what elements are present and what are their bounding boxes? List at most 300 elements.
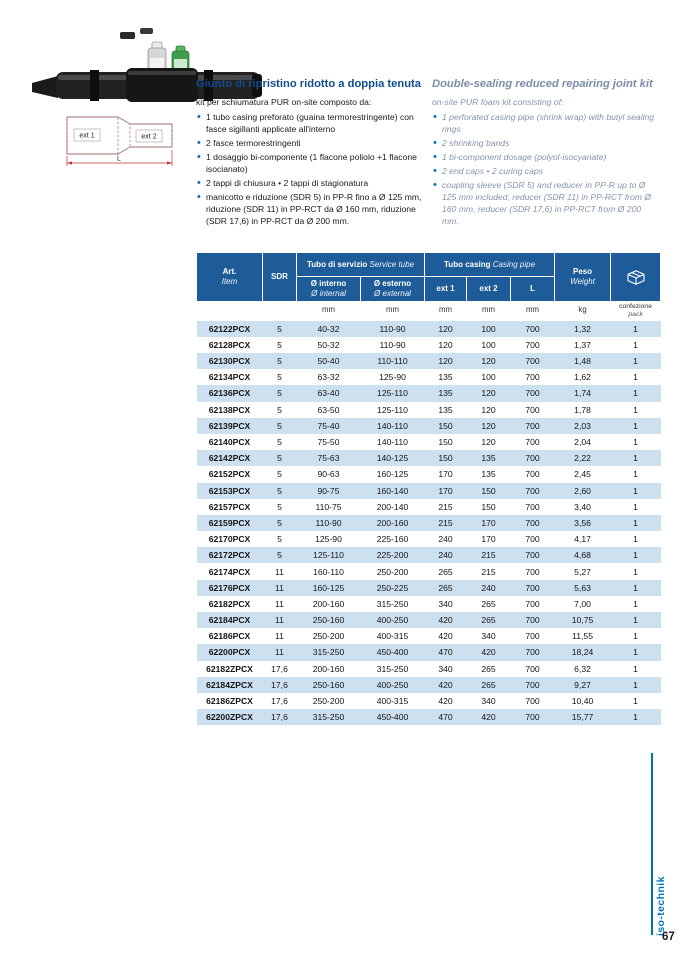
intro-line-it: kit per schiumatura PUR on-site composto da: (196, 97, 372, 107)
article-number: 62186PCX (208, 631, 251, 642)
value-cell: 5 (263, 450, 297, 466)
value-cell: 265 (438, 566, 453, 577)
article-number: 62130PCX (197, 353, 263, 369)
article-number: 62184PCX (197, 612, 263, 628)
value-cell: 200-160 (312, 663, 345, 674)
article-number: 62122PCX (197, 321, 263, 337)
value-cell: 140-125 (361, 450, 425, 466)
brand-logo: iso-technik (655, 876, 667, 936)
bullet-item: • 2 shrinking bands (432, 137, 660, 149)
value-cell: 17,6 (271, 663, 288, 674)
value-cell: 170 (481, 534, 496, 545)
value-cell: 17,6 (271, 696, 288, 707)
value-cell: 700 (525, 339, 540, 350)
value-cell: 120 (481, 404, 496, 415)
value-cell: 1 (633, 501, 638, 512)
col-header-external: Ø esterno Ø external (361, 277, 425, 302)
value-cell: 1 (633, 404, 638, 415)
value-cell: 150 (481, 501, 496, 512)
value-cell: 700 (525, 469, 540, 480)
value-cell: 5 (277, 501, 282, 512)
value-cell: 120 (438, 339, 453, 350)
value-cell: 2,04 (574, 437, 591, 448)
value-cell: 265 (467, 677, 511, 693)
unit-cell-empty (197, 302, 263, 321)
value-cell: 125-110 (361, 385, 425, 401)
value-cell: 450-400 (361, 709, 425, 725)
unit-cell: mm (425, 302, 467, 321)
value-cell: 200-160 (312, 598, 345, 609)
value-cell: 17,6 (263, 677, 297, 693)
bullet-item: • 1 tubo casing preforato (guaina termorestringente) con fasce sigillanti applicate all'interno (196, 111, 428, 135)
article-number: 62128PCX (208, 339, 251, 350)
table-header-row-1 (197, 253, 661, 277)
value-cell: 1 (611, 450, 661, 466)
value-cell: 125-110 (297, 547, 361, 563)
value-cell: 15,77 (555, 709, 611, 725)
value-cell: 1 (611, 483, 661, 499)
value-cell: 150 (425, 418, 467, 434)
value-cell: 160-110 (313, 566, 344, 577)
value-cell: 700 (511, 547, 555, 563)
table-row (197, 709, 661, 725)
value-cell: 50-40 (297, 353, 361, 369)
value-cell: 110-90 (361, 321, 425, 337)
value-cell: 5 (263, 418, 297, 434)
article-number: 62174PCX (208, 566, 251, 577)
value-cell: 265 (425, 580, 467, 596)
value-cell: 340 (481, 696, 496, 707)
diagram-length-label: L (117, 155, 121, 163)
value-cell: 5 (263, 547, 297, 563)
col-header-service-tube: Tubo di servizio Service tube (297, 253, 425, 277)
table-row (197, 596, 661, 612)
value-cell: 75-50 (317, 437, 340, 448)
bullets-it (196, 111, 428, 227)
value-cell: 2,22 (555, 450, 611, 466)
table-row (197, 693, 661, 709)
value-cell: 63-50 (317, 404, 340, 415)
table-body (197, 321, 661, 726)
value-cell: 160-140 (361, 483, 425, 499)
value-cell: 9,27 (555, 677, 611, 693)
table-row (197, 450, 661, 466)
value-cell: 40-32 (297, 321, 361, 337)
value-cell: 150 (438, 437, 453, 448)
value-cell: 240 (425, 547, 467, 563)
value-cell: 11,55 (572, 631, 593, 642)
value-cell: 400-250 (361, 677, 425, 693)
table-row (197, 677, 661, 693)
value-cell: 1 (633, 372, 638, 383)
value-cell: 125-90 (315, 534, 342, 545)
table-row (197, 321, 661, 337)
value-cell: 3,56 (555, 515, 611, 531)
value-cell: 5,27 (574, 566, 591, 577)
side-rail-line (651, 753, 653, 935)
value-cell: 1 (611, 385, 661, 401)
unit-cell: kg (555, 302, 611, 321)
dimension-diagram (64, 108, 176, 172)
value-cell: 225-200 (361, 547, 425, 563)
page-number: 67 (662, 931, 675, 943)
value-cell: 1 (611, 515, 661, 531)
value-cell: 120 (425, 353, 467, 369)
table-row (197, 466, 661, 482)
value-cell: 200-160 (361, 515, 425, 531)
value-cell: 250-200 (312, 696, 345, 707)
value-cell: 225-160 (376, 534, 409, 545)
value-cell: 17,6 (263, 709, 297, 725)
table-row (197, 580, 661, 596)
value-cell: 700 (511, 515, 555, 531)
article-number: 62176PCX (197, 580, 263, 596)
value-cell: 5 (277, 339, 282, 350)
article-number: 62136PCX (197, 385, 263, 401)
value-cell: 1 (633, 566, 638, 577)
article-number: 62182ZPCX (206, 663, 253, 674)
col-header-sdr: SDR (263, 253, 297, 302)
value-cell: 450-400 (361, 644, 425, 660)
table-row (197, 628, 661, 644)
value-cell: 470 (425, 709, 467, 725)
table-row (197, 644, 661, 660)
value-cell: 700 (511, 644, 555, 660)
value-cell: 1 (611, 612, 661, 628)
value-cell: 420 (467, 709, 511, 725)
value-cell: 700 (525, 631, 540, 642)
unit-cell: mm (467, 302, 511, 321)
value-cell: 340 (438, 598, 453, 609)
value-cell: 1,78 (574, 404, 591, 415)
value-cell: 11 (275, 598, 284, 609)
table-row (197, 369, 661, 385)
value-cell: 700 (525, 501, 540, 512)
value-cell: 265 (467, 612, 511, 628)
value-cell: 420 (425, 677, 467, 693)
value-cell: 400-250 (361, 612, 425, 628)
value-cell: 5 (263, 385, 297, 401)
article-number: 62186ZPCX (206, 696, 253, 707)
value-cell: 5 (263, 483, 297, 499)
value-cell: 63-40 (297, 385, 361, 401)
article-number: 62200PCX (197, 644, 263, 660)
value-cell: 1 (611, 644, 661, 660)
value-cell: 2,45 (574, 469, 591, 480)
value-cell: 1 (611, 677, 661, 693)
value-cell: 700 (511, 483, 555, 499)
article-number: 62153PCX (197, 483, 263, 499)
table-row (197, 531, 661, 547)
article-number: 62172PCX (197, 547, 263, 563)
value-cell: 250-200 (312, 631, 345, 642)
value-cell: 1 (633, 663, 638, 674)
value-cell: 340 (438, 663, 453, 674)
value-cell: 120 (467, 418, 511, 434)
value-cell: 170 (467, 515, 511, 531)
product-table (196, 252, 661, 725)
value-cell: 700 (525, 696, 540, 707)
value-cell: 1 (633, 437, 638, 448)
table-row (197, 353, 661, 369)
value-cell: 1 (633, 469, 638, 480)
value-cell: 5 (263, 515, 297, 531)
value-cell: 63-32 (317, 372, 340, 383)
value-cell: 700 (525, 437, 540, 448)
bullet-item: • 2 end caps • 2 curing caps (432, 165, 660, 177)
value-cell: 2,60 (555, 483, 611, 499)
value-cell: 420 (438, 696, 453, 707)
value-cell: 11 (275, 631, 284, 642)
value-cell: 170 (438, 469, 453, 480)
value-cell: 5 (277, 469, 282, 480)
col-header-casing-pipe: Tubo casing Casing pipe (425, 253, 555, 277)
bullet-item: • 1 perforated casing pipe (shrink wrap) with butyl sealing rings (432, 111, 660, 135)
article-number: 62138PCX (208, 404, 251, 415)
value-cell: 400-315 (376, 631, 409, 642)
value-cell: 170 (425, 483, 467, 499)
table-row (197, 499, 661, 515)
value-cell: 5 (263, 321, 297, 337)
diagram-ext1-label: ext 1 (79, 132, 95, 140)
diagram-ext2-label: ext 2 (141, 133, 157, 141)
value-cell: 400-315 (376, 696, 409, 707)
value-cell: 135 (438, 372, 453, 383)
unit-cell-empty (263, 302, 297, 321)
value-cell: 18,24 (555, 644, 611, 660)
value-cell: 700 (525, 404, 540, 415)
product-title-it: Giunto di ripristino ridotto a doppia tenuta (196, 78, 421, 90)
value-cell: 5,63 (555, 580, 611, 596)
value-cell: 700 (511, 450, 555, 466)
value-cell: 240 (438, 534, 453, 545)
value-cell: 700 (525, 566, 540, 577)
end-cap (120, 32, 135, 39)
table-row (197, 547, 661, 563)
col-header-art: Art. Item (197, 253, 263, 302)
value-cell: 1 (633, 696, 638, 707)
value-cell: 420 (438, 631, 453, 642)
value-cell: 75-63 (297, 450, 361, 466)
value-cell: 120 (481, 437, 496, 448)
article-number: 62139PCX (197, 418, 263, 434)
article-number: 62152PCX (208, 469, 251, 480)
value-cell: 1 (633, 631, 638, 642)
table-row (197, 418, 661, 434)
value-cell: 240 (467, 580, 511, 596)
value-cell: 315-250 (297, 644, 361, 660)
value-cell: 2,03 (555, 418, 611, 434)
value-cell: 1 (611, 580, 661, 596)
col-header-weight: Peso Weight (555, 253, 611, 302)
col-header-internal: Ø interno Ø internal (297, 277, 361, 302)
article-number: 62200ZPCX (197, 709, 263, 725)
value-cell: 5 (277, 372, 282, 383)
value-cell: 700 (511, 677, 555, 693)
article-number: 62134PCX (208, 372, 251, 383)
value-cell: 1 (611, 353, 661, 369)
value-cell: 215 (438, 501, 453, 512)
value-cell: 700 (525, 534, 540, 545)
bullet-item: • coupling sleeve (SDR 5) and reducer in PP-R up to Ø 125 mm included, reducer (SDR 11) in PP-RCT from Ø 160 mm, reducer (SDR 17,6) in PP-RCT from Ø 200 mm. (432, 179, 660, 227)
bullet-item: • 2 tappi di chiusura • 2 tappi di stagionatura (196, 177, 428, 189)
table-row (197, 337, 661, 353)
article-number: 62159PCX (197, 515, 263, 531)
product-title-en: Double-sealing reduced repairing joint kit (432, 78, 653, 90)
value-cell: 50-32 (317, 339, 340, 350)
value-cell: 1,32 (555, 321, 611, 337)
unit-cell: mm (297, 302, 361, 321)
col-header-ext2: ext 2 (467, 277, 511, 302)
value-cell: 3,40 (574, 501, 591, 512)
article-number: 62170PCX (208, 534, 251, 545)
article-number: 62157PCX (208, 501, 251, 512)
value-cell: 90-75 (297, 483, 361, 499)
end-cap (140, 28, 153, 34)
article-number: 62140PCX (208, 437, 251, 448)
value-cell: 140-110 (377, 437, 408, 448)
value-cell: 1,37 (574, 339, 591, 350)
unit-cell: mm (511, 302, 555, 321)
value-cell: 90-63 (317, 469, 340, 480)
description-italian (196, 78, 428, 229)
value-cell: 315-250 (376, 663, 409, 674)
value-cell: 135 (467, 450, 511, 466)
value-cell: 250-200 (376, 566, 409, 577)
value-cell: 265 (481, 663, 496, 674)
col-header-length: L (511, 277, 555, 302)
value-cell: 1 (611, 418, 661, 434)
value-cell: 1 (611, 321, 661, 337)
value-cell: 135 (425, 385, 467, 401)
value-cell: 150 (467, 483, 511, 499)
table-row (197, 661, 661, 677)
value-cell: 11 (263, 580, 297, 596)
value-cell: 5 (277, 534, 282, 545)
article-number: 62182PCX (208, 598, 251, 609)
value-cell: 700 (525, 372, 540, 383)
value-cell: 215 (425, 515, 467, 531)
value-cell: 470 (425, 644, 467, 660)
value-cell: 420 (467, 644, 511, 660)
table-row (197, 483, 661, 499)
value-cell: 1 (633, 598, 638, 609)
value-cell: 10,40 (571, 696, 594, 707)
value-cell: 5 (277, 437, 282, 448)
units-row (197, 302, 661, 321)
value-cell: 420 (425, 612, 467, 628)
value-cell: 75-40 (297, 418, 361, 434)
bullets-en (432, 111, 660, 227)
value-cell: 160-125 (297, 580, 361, 596)
value-cell: 7,00 (574, 598, 591, 609)
col-header-pack (611, 253, 661, 302)
bullet-item: • 1 dosaggio bi-componente (1 flacone poliolo +1 flacone isocianato) (196, 151, 428, 175)
value-cell: 110-75 (315, 501, 342, 512)
value-cell: 135 (481, 469, 496, 480)
value-cell: 110-110 (361, 353, 425, 369)
value-cell: 135 (438, 404, 453, 415)
value-cell: 100 (467, 321, 511, 337)
value-cell: 1,62 (574, 372, 591, 383)
value-cell: 125-90 (379, 372, 406, 383)
value-cell: 315-250 (376, 598, 409, 609)
value-cell: 1,48 (555, 353, 611, 369)
value-cell: 6,32 (574, 663, 591, 674)
value-cell: 11 (263, 644, 297, 660)
value-cell: 1 (611, 547, 661, 563)
value-cell: 140-110 (361, 418, 425, 434)
value-cell: 340 (481, 631, 496, 642)
article-number: 62142PCX (197, 450, 263, 466)
value-cell: 4,68 (555, 547, 611, 563)
value-cell: 700 (525, 598, 540, 609)
value-cell: 700 (511, 353, 555, 369)
value-cell: 120 (425, 321, 467, 337)
value-cell: 11 (263, 612, 297, 628)
table-row (197, 515, 661, 531)
value-cell: 1,74 (555, 385, 611, 401)
description-english (432, 78, 660, 229)
value-cell: 120 (467, 385, 511, 401)
value-cell: 215 (481, 566, 496, 577)
value-cell: 250-160 (297, 612, 361, 628)
article-number: 62184ZPCX (197, 677, 263, 693)
value-cell: 700 (511, 418, 555, 434)
table-row (197, 434, 661, 450)
value-cell: 100 (481, 339, 496, 350)
value-cell: 160-125 (376, 469, 409, 480)
value-cell: 125-110 (377, 404, 408, 415)
table-row (197, 402, 661, 418)
intro-line-en: on-site PUR foam kit consisting of: (432, 97, 564, 107)
value-cell: 700 (525, 663, 540, 674)
value-cell: 1 (611, 709, 661, 725)
table-row (197, 563, 661, 579)
value-cell: 4,17 (574, 534, 591, 545)
value-cell: 5 (277, 404, 282, 415)
reducer-drawing (64, 108, 176, 172)
bullet-item: • 2 fasce termorestringenti (196, 137, 428, 149)
value-cell: 700 (511, 709, 555, 725)
value-cell: 700 (511, 385, 555, 401)
unit-cell: mm (361, 302, 425, 321)
value-cell: 11 (275, 566, 284, 577)
value-cell: 150 (425, 450, 467, 466)
col-header-ext1: ext 1 (425, 277, 467, 302)
value-cell: 250-225 (361, 580, 425, 596)
bullet-item: • manicotto e riduzione (SDR 5) in PP-R fino a Ø 125 mm, riduzione (SDR 11) in PP-RCT da Ø 160 mm, riduzione (SDR 17,6) in PP-RCT da Ø 200 mm. (196, 191, 428, 227)
value-cell: 215 (467, 547, 511, 563)
value-cell: 315-250 (297, 709, 361, 725)
value-cell: 110-90 (297, 515, 361, 531)
value-cell: 5 (263, 353, 297, 369)
value-cell: 265 (481, 598, 496, 609)
table-row (197, 385, 661, 401)
package-icon (625, 269, 647, 286)
value-cell: 250-160 (297, 677, 361, 693)
value-cell: 700 (511, 321, 555, 337)
value-cell: 110-90 (379, 339, 406, 350)
unit-cell-pack: confezione pack (611, 302, 661, 321)
value-cell: 100 (481, 372, 496, 383)
value-cell: 10,75 (555, 612, 611, 628)
value-cell: 1 (633, 339, 638, 350)
value-cell: 700 (511, 612, 555, 628)
value-cell: 700 (511, 580, 555, 596)
value-cell: 200-140 (376, 501, 409, 512)
value-cell: 1 (633, 534, 638, 545)
